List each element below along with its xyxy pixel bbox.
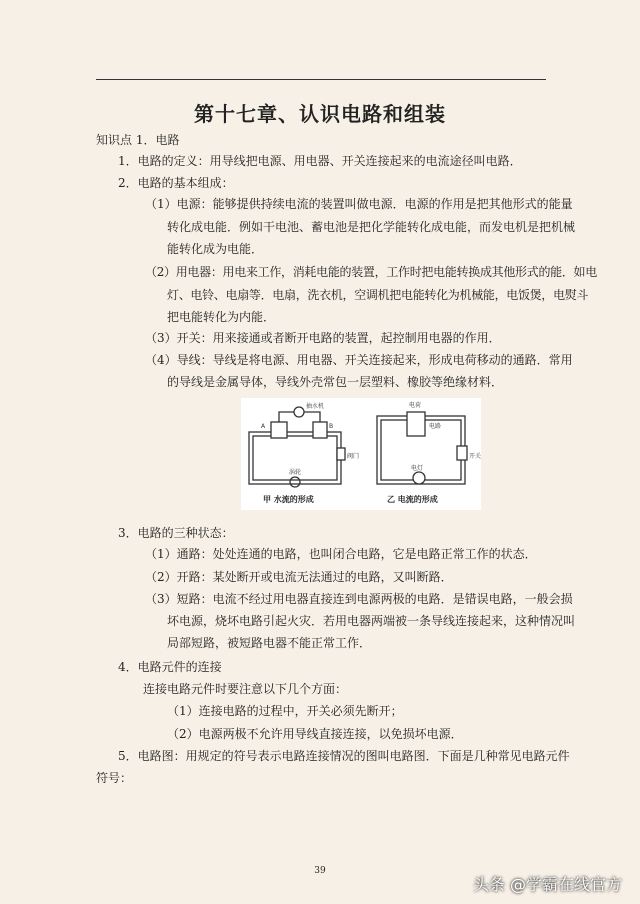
state-short-line2: 坏电源，烧坏电路引起火灾．若用电器两端被一条导线连接起来，这种情况叫 [167, 614, 576, 628]
point-3: 3．电路的三种状态： [118, 526, 234, 540]
right-caption: 乙 电流的形成 [387, 495, 438, 504]
item-power-source-line3: 能转化成为电能． [167, 242, 264, 256]
item-power-source: （1）电源：能够提供持续电流的装置叫做电源．电源的作用是把其他形式的能量 [145, 197, 573, 211]
circuit-analogy-figure [241, 398, 481, 510]
item-appliance: （2）用电器：用电来工作，消耗电能的装置，工作时把电能转换成其他形式的能．如电 [145, 265, 597, 279]
point-5: 5．电路图：用规定的符号表示电路连接情况的图叫电路图．下面是几种常见电路元件 [118, 749, 570, 763]
state-short-line3: 局部短路，被短路电器不能正常工作． [167, 636, 372, 650]
item-wire: （4）导线：导线是将电源、用电器、开关连接起来，形成电荷移动的通路．常用 [145, 353, 573, 367]
item-wire-line2: 的导线是金属导体，导线外壳常包一层塑料、橡胶等绝缘材料． [167, 375, 504, 389]
point-2: 2．电路的基本组成： [118, 176, 234, 190]
point-4: 4．电路元件的连接 [118, 660, 222, 674]
circuit-label: 电路 [429, 423, 442, 430]
item-appliance-line2: 灯、电铃、电扇等．电扇，洗衣机，空调机把电能转化为机械能，电饭煲，电熨斗 [167, 288, 589, 302]
point-5-line2: 符号： [96, 771, 133, 785]
state-closed: （1）通路：处处连通的电路，也叫闭合电路，它是电路正常工作的状态． [145, 547, 537, 561]
item-power-source-line2: 转化成电能．例如干电池、蓄电池是把化学能转化成电能，而发电机是把机械 [167, 220, 576, 234]
chapter-title: 第十七章、认识电路和组装 [194, 102, 446, 126]
item-switch: （3）开关：用来接通或者断开电路的装置，起控制用电器的作用． [145, 331, 501, 345]
state-open: （2）开路：某处断开或电流无法通过的电路，又叫断路． [145, 570, 453, 584]
watermark: 头条 @学霸在线官方 [472, 875, 622, 894]
charge-label: 电荷 [409, 402, 422, 409]
label-b: B [329, 423, 334, 430]
pump-label: 抽水机 [306, 403, 325, 410]
header-rule [96, 79, 546, 80]
state-short: （3）短路：电流不经过用电器直接连到电源两极的电路．是错误电路，一般会损 [145, 592, 573, 606]
point-1: 1．电路的定义：用导线把电源、用电器、开关连接起来的电流途径叫电路． [118, 154, 522, 168]
switch-label: 开关 [469, 453, 481, 460]
turbine-label: 涡轮 [289, 469, 302, 476]
label-a: A [261, 423, 266, 430]
rule-2: （2）电源两极不允许用导线直接连接，以免损坏电源． [167, 727, 463, 741]
analogy-diagram [241, 398, 481, 510]
rule-1: （1）连接电路的过程中，开关必须先断开； [167, 704, 403, 718]
section-heading: 知识点 1．电路 [96, 133, 180, 147]
item-appliance-line3: 把电能转化为内能． [167, 310, 276, 324]
valve-label: 阀门 [347, 453, 360, 460]
page-number: 39 [314, 866, 326, 876]
left-caption: 甲 水流的形成 [263, 495, 314, 504]
lamp-label: 电灯 [411, 465, 424, 472]
point-4-intro: 连接电路元件时要注意以下几个方面： [143, 682, 348, 696]
